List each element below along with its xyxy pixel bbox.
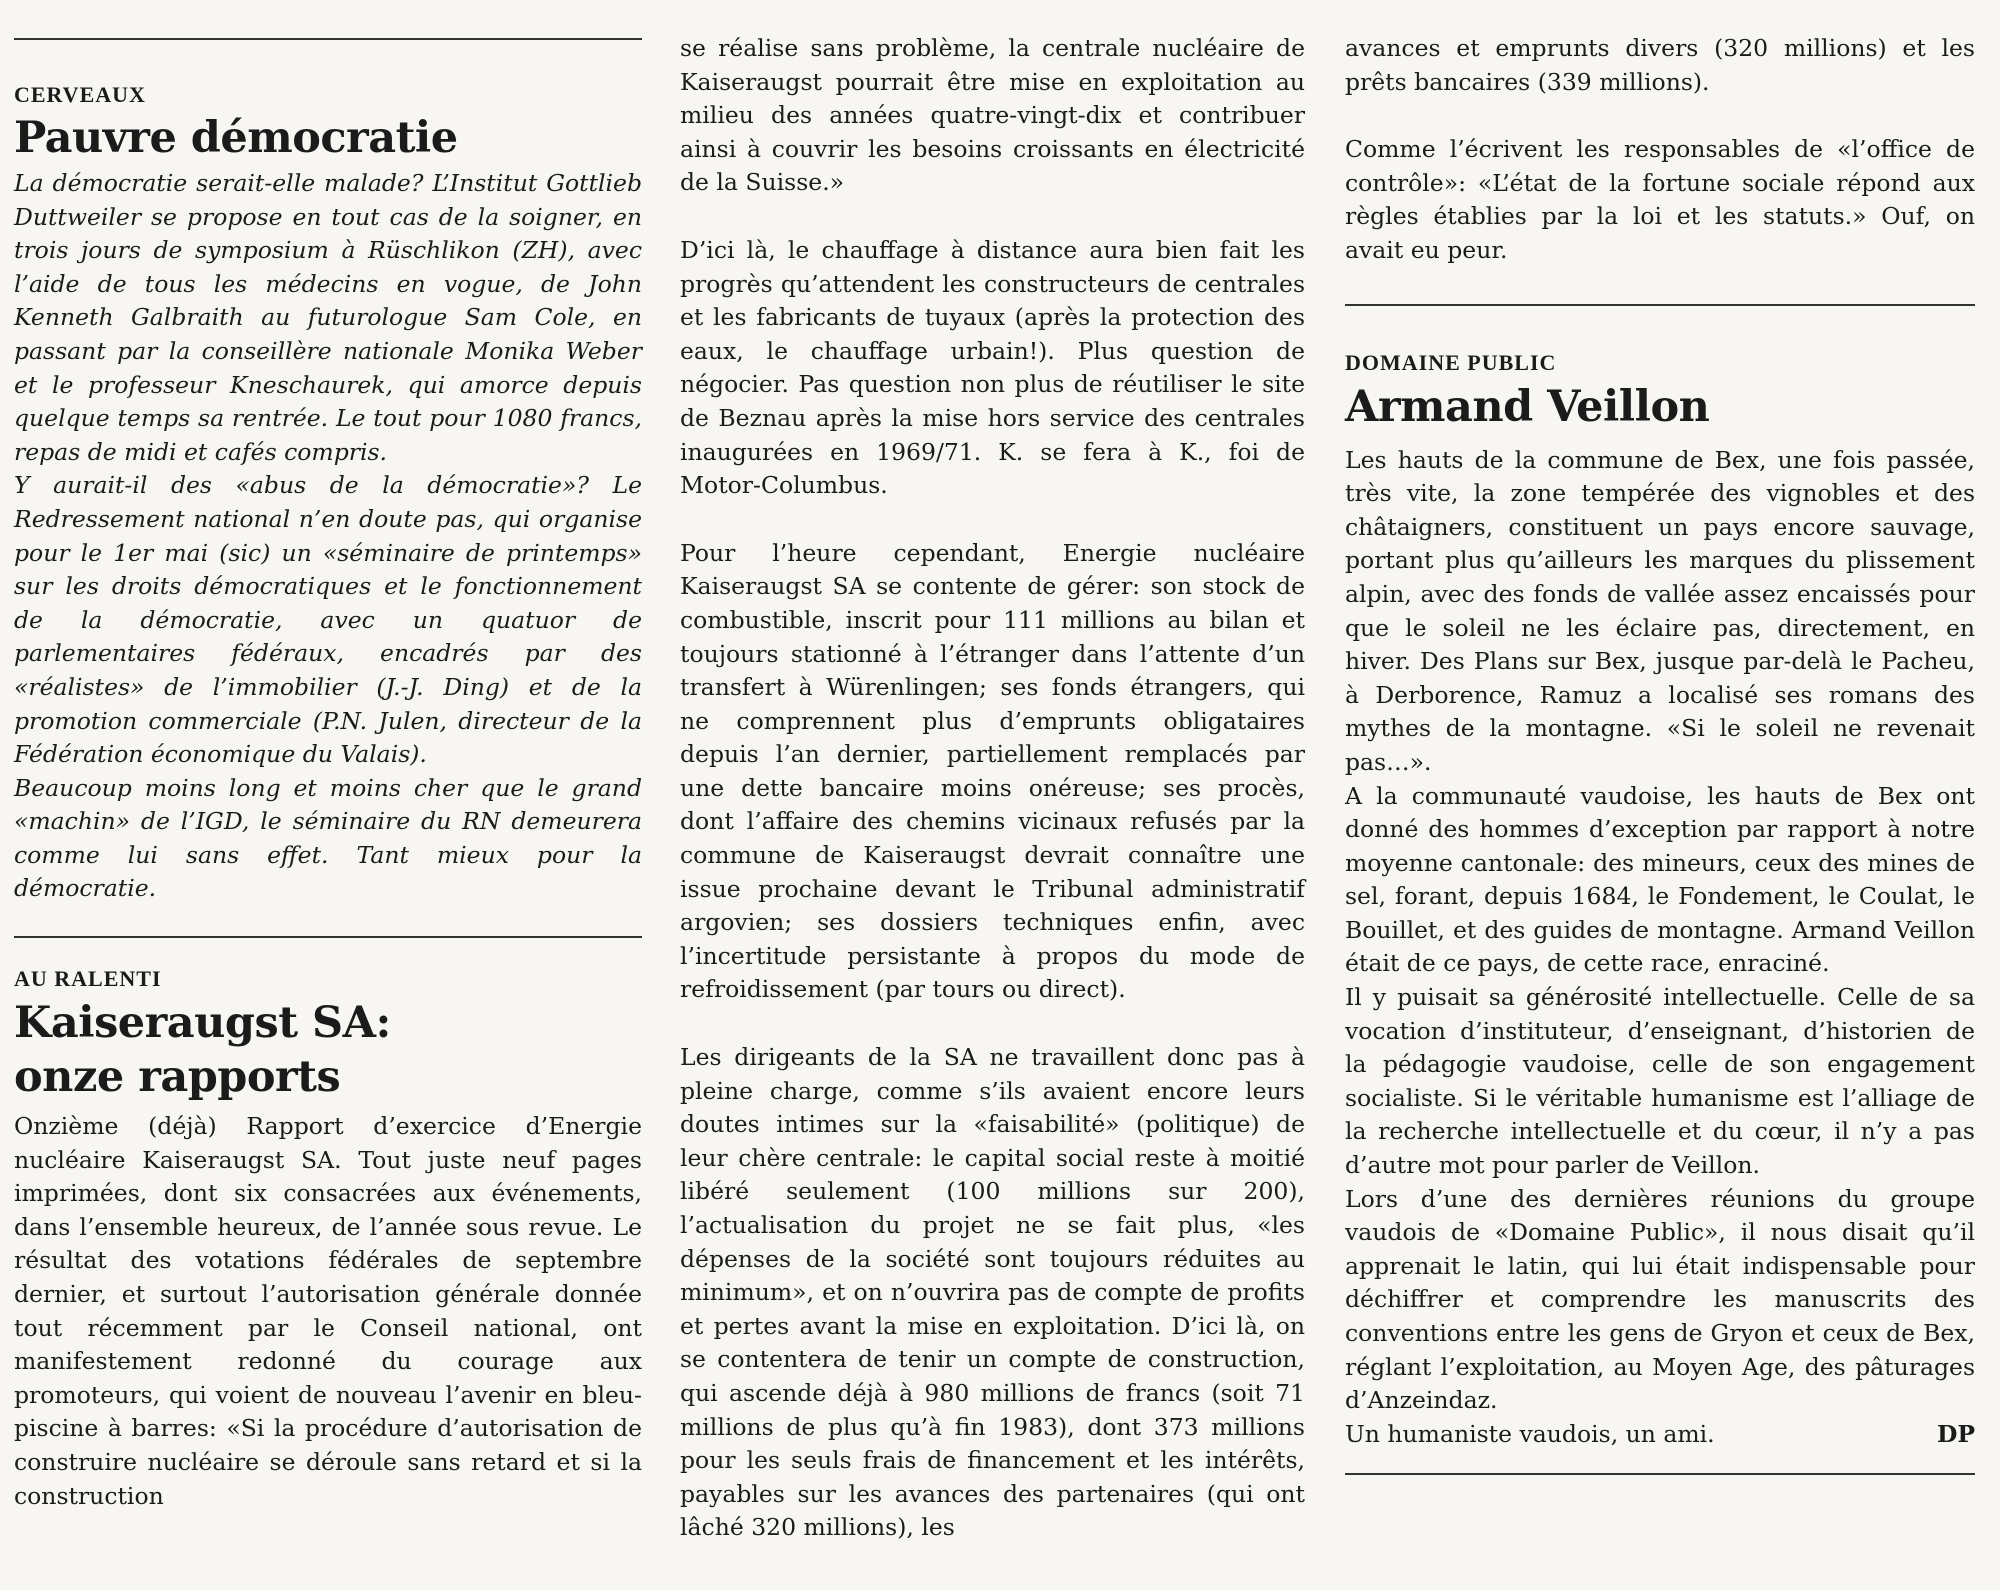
section-kicker: CERVEAUX	[14, 82, 146, 107]
article-paragraph: La démocratie serait-elle malade? L’Institut Gottlieb Duttweiler se propose en tout cas de la soigner, en trois jours de symposium à Rüschlikon (ZH), avec l’aide de tous les médecins en vogue, de John Kenneth Galbraith au futurologue Sam Cole, en passant par la conseillère nationale Monika Weber et le professeur Kneschaurek, qui amorce depuis quelque temps sa rentrée. Le tout pour 1080 francs, repas de midi et cafés compris.	[14, 169, 642, 466]
column-2	[680, 0, 1305, 1545]
article-title-line: Kaiseraugst SA:	[14, 998, 391, 1049]
article-paragraph: D’ici là, le chauffage à distance aura bien fait les progrès qu’attendent les constructeurs de centrales et les fabricants de tuyaux (après la protection des eaux, le chauffage urbain!). Plus question de négocier. Pas question non plus de réutiliser le site de Beznau après la mise hors service des centrales inaugurées en 1969/71. K. se fera à K., foi de Motor-Columbus.	[680, 235, 1305, 500]
article-paragraph: Pour l’heure cependant, Energie nucléaire Kaiseraugst SA se contente de gérer: son stock de combustible, inscrit pour 111 millions au bilan et toujours stationné à l’étranger dans l’attente d’un transfert à Würenlingen; ses fonds étrangers, qui ne comprennent plus d’emprunts obligataires depuis l’an dernier, partiellement remplacés par une dette bancaire moins onéreuse; ses procès, dont l’affaire des chemins vicinaux refusés par la commune de Kaiseraugst devrait connaître une issue prochaine devant le Tribunal administratif argovien; ses dossiers techniques enfin, avec l’incertitude persistante à propos du mode de refroidissement (par tours ou direct).	[680, 538, 1305, 1004]
column-1	[14, 0, 642, 1513]
article-paragraph: Comme l’écrivent les responsables de «l’office de contrôle»: «L’état de la fortune sociale répond aux règles établies par la loi et les statuts.» Ouf, on avait eu peur.	[1345, 135, 1975, 264]
divider	[14, 936, 642, 938]
article-paragraph: avances et emprunts divers (320 millions) et les prêts bancaires (339 millions).	[1345, 34, 1975, 96]
article-paragraph: Lors d’une des dernières réunions du groupe vaudois de «Domaine Public», il nous disait qu’il apprenait le latin, qui lui était indispensable pour déchiffrer et comprendre les manuscrits des conventions entre les gens de Gryon et ceux de Bex, réglant l’exploitation, au Moyen Age, des pâturages d’Anzeindaz.	[1345, 1184, 1975, 1415]
divider	[1345, 1473, 1975, 1475]
divider	[14, 38, 642, 40]
article-paragraph: Y aurait-il des «abus de la démocratie»? Le Redressement national n’en doute pas, qui organise pour le 1er mai (sic) un «séminaire de printemps» sur les droits démocratiques et le fonctionnement de la démocratie, avec un quatuor de parlementaires fédéraux, encadrés par des «réalistes» de l’immobilier (J.-J. Ding) et de la promotion commerciale (P.N. Julen, directeur de la Fédération économique du Valais).	[14, 471, 642, 769]
article-title: Pauvre démocratie	[14, 113, 458, 163]
article-paragraph: Beaucoup moins long et moins cher que le grand «machin» de l’IGD, le séminaire du RN demeurera comme lui sans effet. Tant mieux pour la démocratie.	[14, 773, 642, 903]
article-title-line: onze rapports	[14, 1052, 341, 1103]
author-signature: DP	[1936, 1419, 1975, 1448]
divider	[1345, 304, 1975, 306]
article-paragraph: Onzième (déjà) Rapport d’exercice d’Energie nucléaire Kaiseraugst SA. Tout juste neuf pages imprimées, dont six consacrées aux événements, dans l’ensemble heureux, de l’année sous revue. Le résultat des votations fédérales de septembre dernier, et surtout l’autorisation générale donnée tout récemment par le Conseil national, ont manifestement redonné du courage aux promoteurs, qui voient de nouveau l’avenir en bleu-piscine à barres: «Si la procédure d’autorisation de construire nucléaire se déroule sans retard et si la construction	[14, 1112, 642, 1510]
closing-line	[1345, 1418, 1975, 1452]
article-paragraph: Il y puisait sa générosité intellectuelle. Celle de sa vocation d’instituteur, d’enseignant, d’historien de la pédagogie vaudoise, celle de son engagement socialiste. Si le véritable humanisme est l’alliage de la recherche intellectuelle et du cœur, il n’y a pas d’autre mot pour parler de Veillon.	[1345, 983, 1975, 1180]
article-paragraph: Les dirigeants de la SA ne travaillent donc pas à pleine charge, comme s’ils avaient encore leurs doutes intimes sur la «faisabilité» (politique) de leur chère centrale: le capital social reste à moitié libéré seulement (100 millions sur 200), l’actualisation du projet ne se fait plus, «les dépenses de la société sont toujours réduites au minimum», et on n’ouvrira pas de compte de profits et pertes avant la mise en exploitation. D’ici là, on se contentera de tenir un compte de construction, qui ascende déjà à 980 millions de francs (soit 71 millions de plus qu’à fin 1983), dont 373 millions pour les seuls frais de financement et les intérêts, payables sur les avances des partenaires (qui ont lâché 320 millions), les	[680, 1043, 1305, 1542]
article-paragraph: Les hauts de la commune de Bex, une fois passée, très vite, la zone tempérée des vignobles et des châtaigners, constituent un pays encore sauvage, portant plus qu’ailleurs les marques du plissement alpin, avec des fonds de vallée assez encaissés pour que le soleil ne les éclaire pas, directement, en hiver. Des Plans sur Bex, jusque par-delà le Pacheu, à Derborence, Ramuz a localisé ses romans des mythes de la montagne. «Si le soleil ne revenait pas…».	[1345, 445, 1975, 776]
column-3	[1345, 0, 1975, 1475]
article-paragraph: se réalise sans problème, la centrale nucléaire de Kaiseraugst pourrait être mise en exploitation au milieu des années quatre-vingt-dix et contribuer ainsi à couvrir les besoins croissants en électricité de la Suisse.»	[680, 34, 1305, 197]
section-kicker: DOMAINE PUBLIC	[1345, 349, 1557, 375]
article-paragraph: A la communauté vaudoise, les hauts de Bex ont donné des hommes d’exception par rapport à notre moyenne cantonale: des mineurs, ceux des mines de sel, forant, depuis 1684, le Fondement, le Coulat, le Bouillet, et des guides de montagne. Armand Veillon était de ce pays, de cette race, enraciné.	[1345, 781, 1975, 978]
article-title: Armand Veillon	[1345, 381, 1710, 432]
section-kicker: AU RALENTI	[14, 966, 162, 992]
closing-text: Un humaniste vaudois, un ami.	[1345, 1419, 1715, 1448]
